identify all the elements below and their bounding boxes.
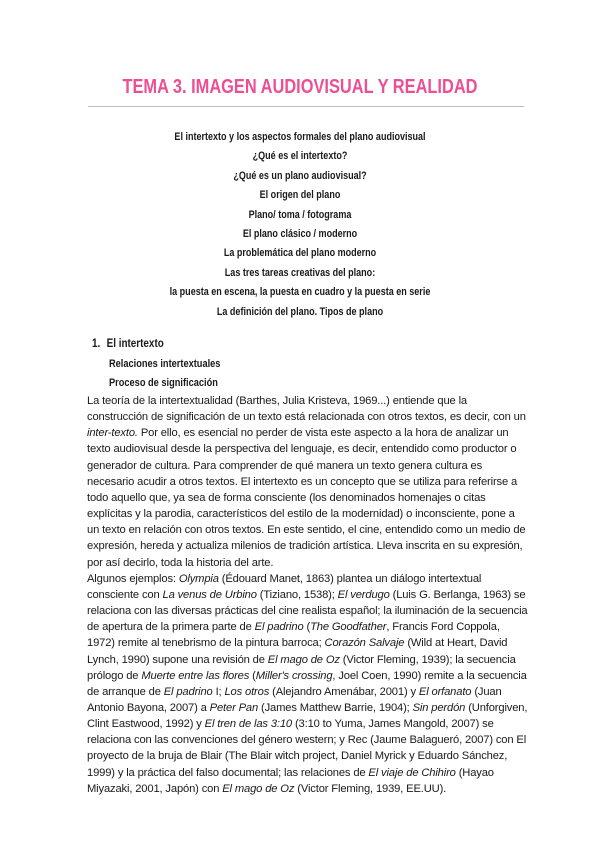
- toc-item: la puesta en escena, la puesta en cuadro y la puesta en serie: [169, 286, 431, 299]
- work-title: Olympia: [178, 572, 219, 585]
- toc-item: Plano/ toma / fotograma: [248, 208, 352, 221]
- toc-item: La definición del plano. Tipos de plano: [216, 305, 384, 318]
- text-run: La teoría de la intertextualidad (Barthes, Julia Kristeva, 1969...) entiende que la construcción de significación de un texto está relacionada con otros textos, es decir, con un: [87, 395, 526, 424]
- text-run: (3:10 to Yuma, James Mangold, 2007) se relaciona con las convenciones del género western; y Rec (Jaume Balagueró, 2007) con El proyecto de la bruja de Blair (The Blair witch project, Daniel Myrick y Eduardo Sánchez, 1999) y la práctica del falso documental; las relaciones de: [87, 718, 527, 779]
- italic-term: inter-texto.: [87, 427, 138, 440]
- work-title: Corazón Salvaje: [324, 637, 405, 650]
- body-text: [87, 393, 529, 797]
- text-run: Algunos ejemplos:: [87, 572, 179, 585]
- work-title: Los otros: [224, 685, 270, 698]
- work-title: Sin perdón: [412, 701, 466, 714]
- toc-item: Las tres tareas creativas del plano:: [224, 266, 376, 279]
- page-title: TEMA 3. IMAGEN AUDIOVISUAL Y REALIDAD: [122, 76, 478, 98]
- text-run: (Alejandro Amenábar, 2001) y: [269, 685, 419, 698]
- work-title: The Goodfather: [310, 621, 387, 634]
- work-title: El padrino: [163, 685, 213, 698]
- toc-item: El intertexto y los aspectos formales del plano audiovisual: [174, 131, 426, 143]
- text-run: (Hayao Miyazaki, 2001, Japón) con: [87, 766, 494, 795]
- text-run: (Victor Fleming, 1939); la secuencia prólogo de: [87, 653, 516, 682]
- paragraph-intertextuality: [87, 393, 529, 571]
- work-title: El mago de Oz: [222, 782, 295, 795]
- section-heading: [92, 338, 164, 350]
- text-run: (: [303, 621, 311, 634]
- text-run: (Juan Antonio Bayona, 2007) a: [87, 685, 502, 714]
- section-number: 1.: [92, 338, 101, 350]
- text-run: (Luis G. Berlanga, 1963) se relaciona con las diversas prácticas del cine realista español; la iluminación de la secuencia de apertura de la primera parte de: [87, 588, 528, 634]
- text-run: (James Matthew Barrie, 1904);: [258, 701, 413, 714]
- text-run: , Joel Coen, 1990) remite a la secuencia de arranque de: [87, 669, 527, 698]
- text-run: (Unforgiven, Clint Eastwood, 1992) y: [87, 701, 528, 731]
- text-run: Por ello, es esencial no perder de vista este aspecto a la hora de analizar un texto audiovisual desde la perspectiva del lenguaje, es decir, entendido como productor o generador de cultura. Para comprender de qué manera un texto genera cultura es necesario acudir a otros textos. El intertexto es un concepto que se utiliza para referirse a todo aquello que, ya sea de forma consciente (los denominados homenajes o citas explícitas y la parodia, característicos del estilo de la modernidad) o inconsciente, pone a un texto en relación con otros textos. En este sentido, el cine, entendido como un medio de expresión, hereda y actualiza milenios de tradición artística. Lleva inscrita en su expresión, por así decirlo, toda la historia del arte.: [87, 427, 526, 569]
- subheading-proceso: Proceso de significación: [109, 377, 218, 389]
- toc-item: El plano clásico / moderno: [242, 227, 358, 240]
- text-run: , Francis Ford Coppola, 1972) remite al tenebrismo de la pintura barroca;: [87, 621, 500, 650]
- work-title: El viaje de Chihiro: [368, 766, 456, 779]
- work-title: El verdugo: [337, 588, 390, 601]
- toc-item: El origen del plano: [259, 189, 341, 202]
- toc-item: ¿Qué es el intertexto?: [252, 150, 348, 163]
- text-run: I;: [212, 685, 225, 698]
- toc-item: ¿Qué es un plano audiovisual?: [233, 169, 367, 182]
- toc-item: La problemática del plano moderno: [223, 247, 377, 260]
- subheading-relaciones: Relaciones intertextuales: [109, 358, 221, 370]
- text-run: (Victor Fleming, 1939, EE.UU).: [294, 782, 447, 795]
- text-run: (Édouard Manet, 1863) plantea un diálogo intertextual consciente con: [87, 572, 482, 601]
- paragraph-examples: [87, 571, 529, 797]
- work-title: El tren de las 3:10: [204, 718, 292, 731]
- work-title: El orfanato: [418, 685, 472, 698]
- text-run: (Tiziano, 1538);: [256, 588, 338, 601]
- work-title: Peter Pan: [209, 701, 259, 714]
- text-run: (: [249, 669, 256, 682]
- table-of-contents: [0, 128, 600, 322]
- work-title: El mago de Oz: [267, 653, 340, 666]
- section-title: El intertexto: [106, 338, 164, 350]
- work-title: Muerte entre las flores: [141, 669, 250, 682]
- work-title: La venus de Urbino: [162, 588, 257, 601]
- text-run: (Wild at Heart, David Lynch, 1990) supone una revisión de: [87, 637, 508, 666]
- title-divider: [88, 106, 524, 107]
- work-title: Miller's crossing: [255, 669, 333, 682]
- work-title: El padrino: [254, 621, 304, 634]
